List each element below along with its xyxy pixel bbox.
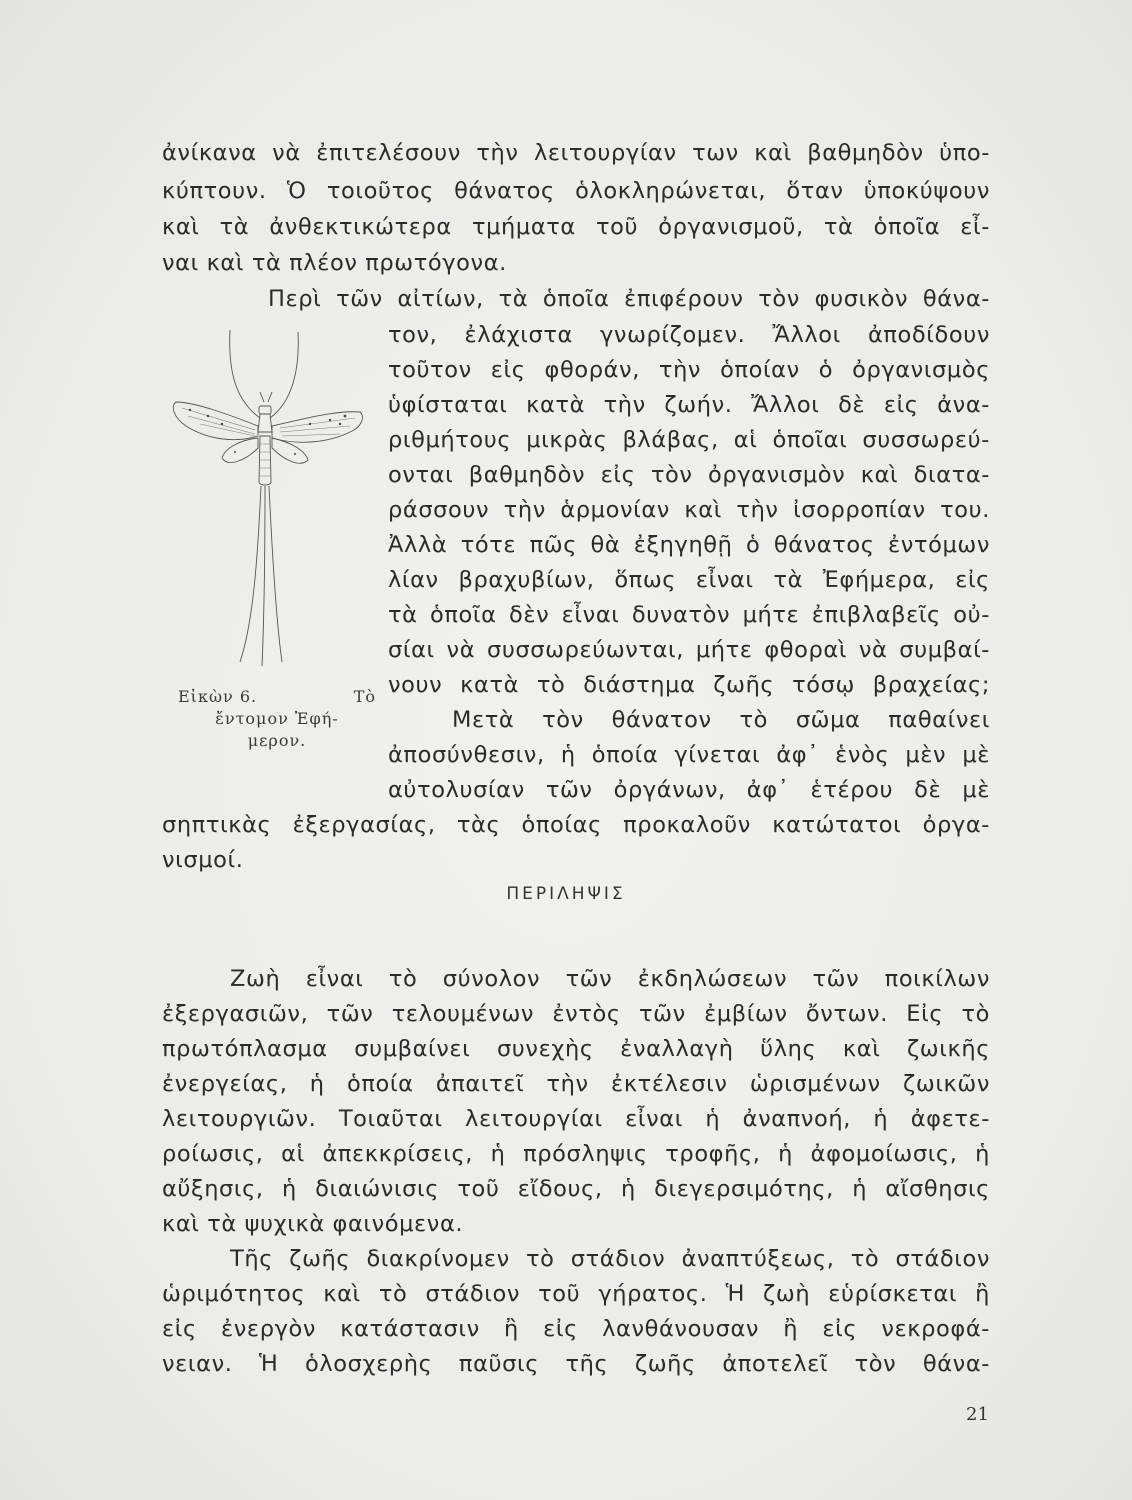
text-line: Τῆς ζωῆς διακρίνομεν τὸ στάδιον ἀναπτύξεως, τὸ στάδιον [230, 1246, 990, 1272]
text-line: Περὶ τῶν αἰτίων, τὰ ὁποῖα ἐπιφέρουν τὸν φυσικὸν θάνα- [268, 286, 990, 312]
text-line: ὑφίσταται κατὰ τὴν ζωήν. Ἄλλοι δὲ εἰς ἀνα- [388, 392, 990, 418]
figure-label: Εἰκὼν 6. [178, 687, 258, 706]
text-line: τοῦτον εἰς φθοράν, τὴν ὁποίαν ὁ ὀργανισμὸς [388, 357, 990, 383]
text-line: κύπτουν. Ὁ τοιοῦτος θάνατος ὁλοκληρώνεται, ὅταν ὑποκύψουν [162, 178, 990, 204]
text-line: πρωτόπλασμα συμβαίνει συνεχὴς ἐναλλαγὴ ὕλης καὶ ζωικῆς [162, 1036, 990, 1062]
text-line: ὡριμότητος καὶ τὸ στάδιον τοῦ γήρατος. Ἡ ζωὴ εὑρίσκεται ἢ [162, 1281, 990, 1307]
text-line: λίαν βραχυβίων, ὅπως εἶναι τὰ Ἐφήμερα, εἰς [388, 567, 990, 593]
mayfly-illustration-icon [160, 320, 380, 680]
text-line: Μετὰ τὸν θάνατον τὸ σῶμα παθαίνει [452, 707, 990, 733]
text-line: νουν κατὰ τὸ διάστημα ζωῆς τόσῳ βραχείας; [388, 672, 990, 698]
figure-caption [178, 686, 376, 752]
text-line: νισμοί. [162, 847, 244, 873]
text-line: Ἀλλὰ τότε πῶς θὰ ἐξηγηθῇ ὁ θάνατος ἐντόμων [388, 532, 990, 558]
text-line: σίαι νὰ συσσωρεύωνται, μήτε φθοραὶ νὰ συμβαί- [388, 637, 990, 663]
figure-caption-word: Τὸ [353, 687, 376, 706]
text-line: σηπτικὰς ἐξεργασίας, τὰς ὁποίας προκαλοῦν κατώτατοι ὀργα- [162, 812, 990, 838]
text-line: εἰς ἐνεργὸν κατάστασιν ἢ εἰς λανθάνουσαν ἢ εἰς νεκροφά- [162, 1316, 990, 1342]
text-line: τὰ ὁποῖα δὲν εἶναι δυνατὸν μήτε ἐπιβλαβεῖς οὐ- [388, 602, 990, 628]
text-line: ἐξεργασιῶν, τῶν τελουμένων ἐντὸς τῶν ἐμβίων ὄντων. Εἰς τὸ [162, 1001, 990, 1027]
text-line: ονται βαθμηδὸν εἰς τὸν ὀργανισμὸν καὶ διατα- [388, 462, 990, 488]
section-heading: ΠΕΡΙΛΗΨΙΣ [506, 884, 626, 904]
figure-caption-line: ἔντομον Ἐφή- [215, 709, 339, 728]
text-line: ἀποσύνθεσιν, ἡ ὁποία γίνεται ἀφ᾽ ἑνὸς μὲν μὲ [388, 742, 990, 768]
text-line: ἀνίκανα νὰ ἐπιτελέσουν τὴν λειτουργίαν των καὶ βαθμηδὸν ὑπο- [162, 140, 990, 166]
text-line: ριθμήτους μικρὰς βλάβας, αἱ ὁποῖαι συσσωρεύ- [388, 427, 990, 453]
text-line: ράσσουν τὴν ἁρμονίαν καὶ τὴν ἰσορροπίαν του. [388, 497, 990, 523]
text-line: ροίωσις, αἱ ἀπεκκρίσεις, ἡ πρόσληψις τροφῆς, ἡ ἀφομοίωσις, ἡ [162, 1141, 990, 1167]
text-line: Ζωὴ εἶναι τὸ σύνολον τῶν ἐκδηλώσεων τῶν ποικίλων [230, 966, 990, 992]
text-line: αὔξησις, ἡ διαιώνισις τοῦ εἴδους, ἡ διεγερσιμότης, ἡ αἴσθησις [162, 1176, 990, 1202]
figure-caption-line: μερον. [247, 731, 307, 750]
text-line: νειαν. Ἡ ὁλοσχερὴς παῦσις τῆς ζωῆς ἀποτελεῖ τὸν θάνα- [162, 1351, 990, 1377]
text-line: ναι καὶ τὰ πλέον πρωτόγονα. [162, 250, 507, 276]
text-line: καὶ τὰ ψυχικὰ φαινόμενα. [162, 1211, 464, 1237]
text-line: ἐνεργείας, ἡ ὁποία ἀπαιτεῖ τὴν ἐκτέλεσιν ὡρισμένων ζωικῶν [162, 1071, 990, 1097]
text-line: τον, ἐλάχιστα γνωρίζομεν. Ἄλλοι ἀποδίδουν [388, 322, 990, 348]
text-line: λειτουργιῶν. Τοιαῦται λειτουργίαι εἶναι ἡ ἀναπνοή, ἡ ἀφετε- [162, 1106, 990, 1132]
text-line: καὶ τὰ ἀνθεκτικώτερα τμήματα τοῦ ὀργανισμοῦ, τὰ ὁποῖα εἶ- [162, 214, 990, 240]
page-number: 21 [966, 1404, 989, 1425]
text-line: αὐτολυσίαν τῶν ὀργάνων, ἀφ᾽ ἑτέρου δὲ μὲ [388, 777, 990, 803]
